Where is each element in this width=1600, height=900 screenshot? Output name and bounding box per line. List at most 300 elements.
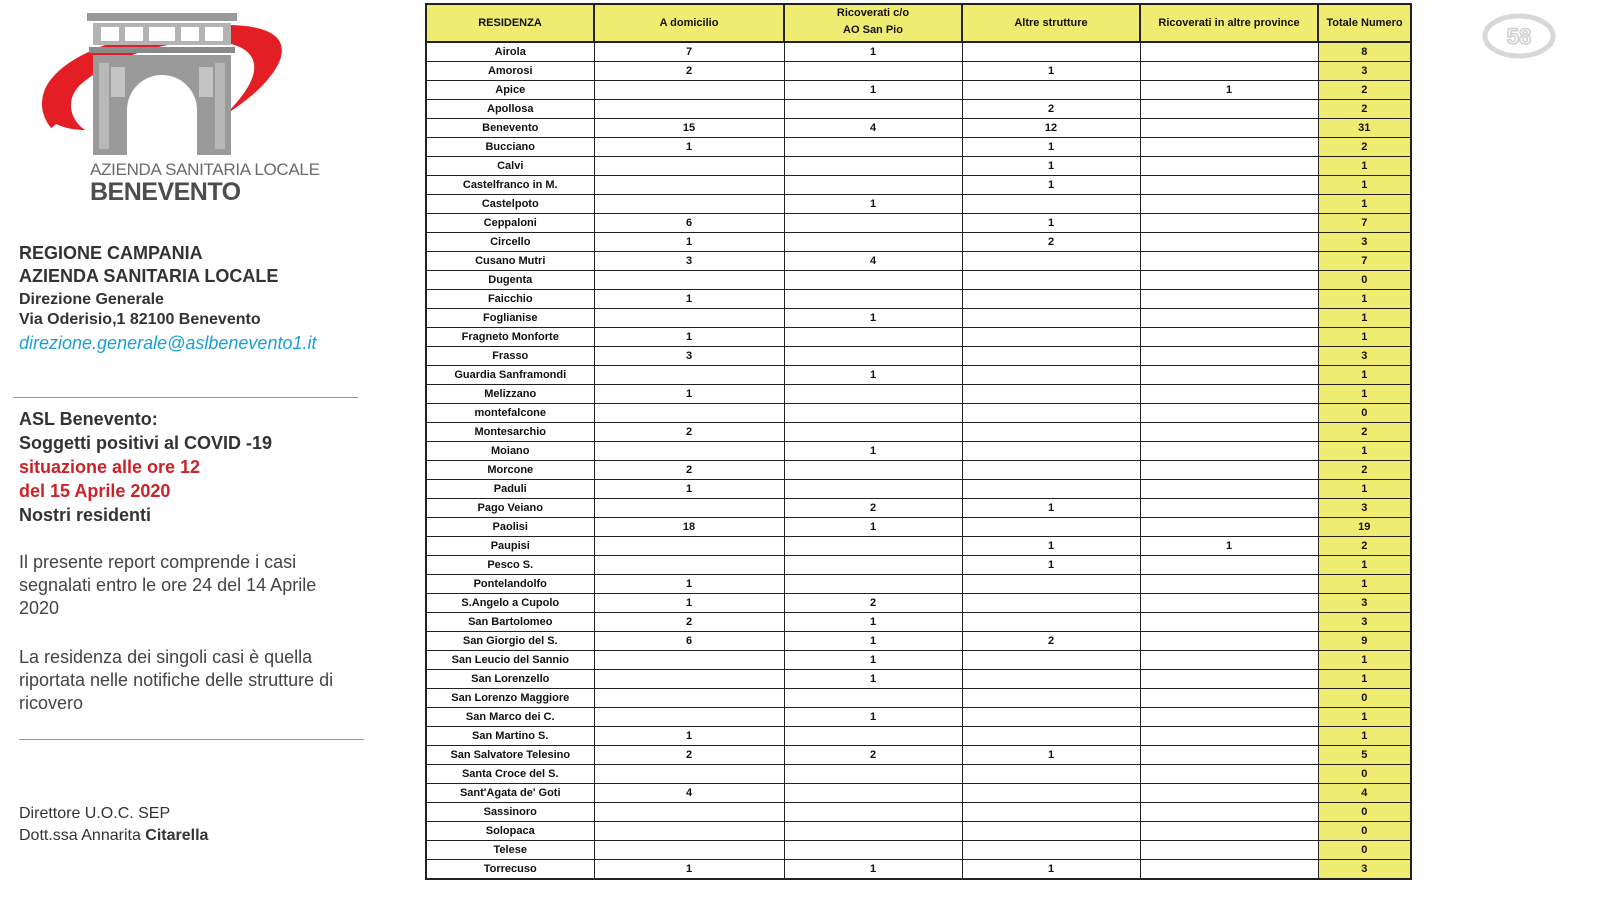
table-row bbox=[426, 252, 1411, 271]
residence-cell: Montesarchio bbox=[426, 423, 594, 442]
count-cell bbox=[594, 499, 784, 518]
table-row bbox=[426, 727, 1411, 746]
total-cell: 0 bbox=[1318, 689, 1411, 708]
covid-cases-table bbox=[425, 3, 1412, 880]
count-cell bbox=[1140, 62, 1318, 81]
count-cell: 1 bbox=[594, 328, 784, 347]
table-row bbox=[426, 746, 1411, 765]
residence-cell: montefalcone bbox=[426, 404, 594, 423]
total-cell: 0 bbox=[1318, 271, 1411, 290]
table-row bbox=[426, 518, 1411, 537]
table-row bbox=[426, 461, 1411, 480]
table-row bbox=[426, 385, 1411, 404]
residence-cell: Calvi bbox=[426, 157, 594, 176]
count-cell: 12 bbox=[962, 119, 1140, 138]
total-cell: 0 bbox=[1318, 803, 1411, 822]
column-header: Ricoverati in altre province bbox=[1140, 4, 1318, 42]
table-row bbox=[426, 271, 1411, 290]
residence-cell: San Bartolomeo bbox=[426, 613, 594, 632]
count-cell: 1 bbox=[594, 727, 784, 746]
count-cell bbox=[1140, 195, 1318, 214]
residence-cell: San Lorenzo Maggiore bbox=[426, 689, 594, 708]
logo-city-text: BENEVENTO bbox=[90, 178, 241, 206]
table-row bbox=[426, 157, 1411, 176]
count-cell bbox=[784, 214, 962, 233]
table-row bbox=[426, 822, 1411, 841]
count-cell bbox=[784, 689, 962, 708]
residence-cell: Pago Veiano bbox=[426, 499, 594, 518]
total-cell: 1 bbox=[1318, 556, 1411, 575]
count-cell bbox=[962, 290, 1140, 309]
count-cell: 2 bbox=[784, 746, 962, 765]
count-cell bbox=[1140, 461, 1318, 480]
count-cell bbox=[1140, 404, 1318, 423]
count-cell: 1 bbox=[784, 42, 962, 62]
count-cell bbox=[1140, 214, 1318, 233]
column-header: A domicilio bbox=[594, 4, 784, 42]
count-cell bbox=[1140, 119, 1318, 138]
count-cell bbox=[594, 651, 784, 670]
count-cell: 1 bbox=[784, 442, 962, 461]
count-cell bbox=[784, 290, 962, 309]
count-cell bbox=[784, 727, 962, 746]
total-cell: 1 bbox=[1318, 290, 1411, 309]
count-cell bbox=[784, 271, 962, 290]
table-row bbox=[426, 195, 1411, 214]
table-row bbox=[426, 347, 1411, 366]
count-cell bbox=[1140, 575, 1318, 594]
count-cell bbox=[1140, 784, 1318, 803]
count-cell bbox=[784, 480, 962, 499]
table-header-row bbox=[426, 4, 1411, 42]
count-cell: 1 bbox=[784, 632, 962, 651]
residence-cell: Bucciano bbox=[426, 138, 594, 157]
table-row bbox=[426, 670, 1411, 689]
total-cell: 1 bbox=[1318, 670, 1411, 689]
count-cell bbox=[594, 157, 784, 176]
count-cell bbox=[1140, 138, 1318, 157]
count-cell bbox=[1140, 176, 1318, 195]
table-row bbox=[426, 784, 1411, 803]
count-cell bbox=[962, 765, 1140, 784]
count-cell: 1 bbox=[1140, 537, 1318, 556]
count-cell bbox=[962, 252, 1140, 271]
residence-cell: Circello bbox=[426, 233, 594, 252]
region-title: REGIONE CAMPANIA bbox=[19, 243, 203, 263]
count-cell bbox=[1140, 385, 1318, 404]
total-cell: 3 bbox=[1318, 613, 1411, 632]
count-cell bbox=[594, 404, 784, 423]
count-cell bbox=[962, 271, 1140, 290]
total-cell: 0 bbox=[1318, 822, 1411, 841]
total-cell: 2 bbox=[1318, 423, 1411, 442]
count-cell: 1 bbox=[594, 290, 784, 309]
agency-title: AZIENDA SANITARIA LOCALE bbox=[19, 266, 279, 286]
count-cell: 1 bbox=[784, 860, 962, 880]
count-cell: 1 bbox=[594, 480, 784, 499]
count-cell bbox=[1140, 328, 1318, 347]
total-cell: 3 bbox=[1318, 499, 1411, 518]
report-note-2: La residenza dei singoli casi è quella riportata nelle notifiche delle strutture di ricovero bbox=[19, 647, 334, 713]
residence-cell: San Leucio del Sannio bbox=[426, 651, 594, 670]
count-cell bbox=[784, 176, 962, 195]
count-cell: 1 bbox=[962, 157, 1140, 176]
count-cell: 2 bbox=[962, 100, 1140, 119]
count-cell bbox=[1140, 157, 1318, 176]
total-cell: 1 bbox=[1318, 328, 1411, 347]
count-cell bbox=[962, 347, 1140, 366]
count-cell bbox=[594, 841, 784, 860]
report-title-1: ASL Benevento: bbox=[19, 409, 158, 429]
count-cell bbox=[594, 670, 784, 689]
residence-cell: Sassinoro bbox=[426, 803, 594, 822]
table-row bbox=[426, 537, 1411, 556]
count-cell: 1 bbox=[594, 233, 784, 252]
count-cell bbox=[1140, 727, 1318, 746]
total-cell: 3 bbox=[1318, 62, 1411, 81]
count-cell: 2 bbox=[594, 461, 784, 480]
count-cell bbox=[1140, 822, 1318, 841]
count-cell bbox=[1140, 480, 1318, 499]
count-cell bbox=[784, 385, 962, 404]
count-cell bbox=[1140, 594, 1318, 613]
count-cell bbox=[1140, 765, 1318, 784]
table-row bbox=[426, 841, 1411, 860]
total-cell: 7 bbox=[1318, 252, 1411, 271]
divider bbox=[13, 397, 358, 398]
count-cell bbox=[962, 803, 1140, 822]
table-row bbox=[426, 366, 1411, 385]
count-cell bbox=[1140, 518, 1318, 537]
count-cell bbox=[594, 689, 784, 708]
total-cell: 1 bbox=[1318, 366, 1411, 385]
count-cell bbox=[1140, 803, 1318, 822]
column-header: Ricoverati c/o AO San Pio bbox=[784, 4, 962, 42]
direction-text: Direzione Generale bbox=[19, 291, 164, 308]
count-cell: 1 bbox=[962, 138, 1140, 157]
count-cell: 2 bbox=[594, 746, 784, 765]
total-cell: 8 bbox=[1318, 42, 1411, 62]
count-cell: 2 bbox=[784, 499, 962, 518]
count-cell bbox=[1140, 689, 1318, 708]
count-cell bbox=[784, 347, 962, 366]
count-cell: 1 bbox=[784, 651, 962, 670]
total-cell: 1 bbox=[1318, 708, 1411, 727]
count-cell: 7 bbox=[594, 42, 784, 62]
count-cell bbox=[962, 404, 1140, 423]
report-title-2: Soggetti positivi al COVID -19 bbox=[19, 433, 273, 453]
count-cell bbox=[1140, 271, 1318, 290]
channel-58-badge bbox=[1482, 13, 1556, 59]
count-cell: 1 bbox=[594, 385, 784, 404]
residence-cell: Amorosi bbox=[426, 62, 594, 81]
count-cell: 2 bbox=[962, 233, 1140, 252]
count-cell bbox=[784, 423, 962, 442]
table-row bbox=[426, 765, 1411, 784]
residence-cell: Torrecuso bbox=[426, 860, 594, 880]
residence-cell: Paduli bbox=[426, 480, 594, 499]
residence-cell: Faicchio bbox=[426, 290, 594, 309]
count-cell: 1 bbox=[962, 746, 1140, 765]
count-cell bbox=[1140, 499, 1318, 518]
count-cell bbox=[784, 803, 962, 822]
count-cell bbox=[594, 366, 784, 385]
table-row bbox=[426, 803, 1411, 822]
count-cell bbox=[962, 328, 1140, 347]
count-cell bbox=[962, 423, 1140, 442]
table-row bbox=[426, 138, 1411, 157]
residence-cell: Airola bbox=[426, 42, 594, 62]
residence-cell: Benevento bbox=[426, 119, 594, 138]
count-cell bbox=[962, 689, 1140, 708]
residence-cell: San Salvatore Telesino bbox=[426, 746, 594, 765]
table-row bbox=[426, 860, 1411, 880]
total-cell: 2 bbox=[1318, 461, 1411, 480]
report-date-2: del 15 Aprile 2020 bbox=[19, 481, 171, 501]
table-row bbox=[426, 328, 1411, 347]
count-cell: 1 bbox=[594, 860, 784, 880]
signature-prefix: Dott.ssa Annarita bbox=[19, 827, 141, 844]
total-cell: 0 bbox=[1318, 841, 1411, 860]
residence-cell: Morcone bbox=[426, 461, 594, 480]
count-cell bbox=[962, 81, 1140, 100]
count-cell bbox=[594, 708, 784, 727]
count-cell bbox=[1140, 651, 1318, 670]
table-row bbox=[426, 404, 1411, 423]
address-text: Via Oderisio,1 82100 Benevento bbox=[19, 311, 261, 328]
residence-cell: Paupisi bbox=[426, 537, 594, 556]
count-cell bbox=[1140, 42, 1318, 62]
total-cell: 7 bbox=[1318, 214, 1411, 233]
residence-cell: Solopaca bbox=[426, 822, 594, 841]
count-cell bbox=[962, 841, 1140, 860]
count-cell: 1 bbox=[784, 518, 962, 537]
count-cell bbox=[962, 518, 1140, 537]
count-cell: 2 bbox=[594, 613, 784, 632]
email-link[interactable]: direzione.generale@aslbenevento1.it bbox=[19, 333, 317, 353]
total-cell: 4 bbox=[1318, 784, 1411, 803]
table-row bbox=[426, 480, 1411, 499]
count-cell bbox=[962, 42, 1140, 62]
table-row bbox=[426, 442, 1411, 461]
total-cell: 1 bbox=[1318, 385, 1411, 404]
total-cell: 3 bbox=[1318, 233, 1411, 252]
count-cell: 1 bbox=[784, 708, 962, 727]
table-row bbox=[426, 119, 1411, 138]
count-cell: 1 bbox=[962, 537, 1140, 556]
count-cell: 18 bbox=[594, 518, 784, 537]
residence-cell: Castelfranco in M. bbox=[426, 176, 594, 195]
count-cell bbox=[962, 784, 1140, 803]
residence-cell: Moiano bbox=[426, 442, 594, 461]
table-row bbox=[426, 233, 1411, 252]
residence-cell: San Lorenzello bbox=[426, 670, 594, 689]
count-cell bbox=[962, 727, 1140, 746]
count-cell bbox=[594, 100, 784, 119]
count-cell bbox=[784, 62, 962, 81]
count-cell bbox=[784, 233, 962, 252]
count-cell bbox=[784, 822, 962, 841]
count-cell: 6 bbox=[594, 632, 784, 651]
signature-name bbox=[19, 825, 208, 847]
total-cell: 1 bbox=[1318, 442, 1411, 461]
count-cell bbox=[1140, 860, 1318, 880]
count-cell bbox=[1140, 442, 1318, 461]
count-cell: 1 bbox=[784, 195, 962, 214]
signature-surname: Citarella bbox=[145, 827, 209, 844]
count-cell: 1 bbox=[962, 499, 1140, 518]
table-row bbox=[426, 100, 1411, 119]
count-cell bbox=[594, 271, 784, 290]
table-row bbox=[426, 632, 1411, 651]
total-cell: 0 bbox=[1318, 765, 1411, 784]
report-title-3: Nostri residenti bbox=[19, 505, 152, 525]
count-cell bbox=[962, 708, 1140, 727]
residence-cell: Apice bbox=[426, 81, 594, 100]
count-cell bbox=[962, 613, 1140, 632]
total-cell: 3 bbox=[1318, 347, 1411, 366]
table-row bbox=[426, 613, 1411, 632]
residence-cell: Telese bbox=[426, 841, 594, 860]
residence-cell: San Martino S. bbox=[426, 727, 594, 746]
count-cell bbox=[962, 442, 1140, 461]
residence-cell: Castelpoto bbox=[426, 195, 594, 214]
count-cell bbox=[1140, 423, 1318, 442]
count-cell: 1 bbox=[962, 556, 1140, 575]
count-cell: 1 bbox=[594, 138, 784, 157]
column-header: Altre strutture bbox=[962, 4, 1140, 42]
count-cell: 4 bbox=[784, 252, 962, 271]
count-cell: 1 bbox=[784, 309, 962, 328]
count-cell bbox=[962, 822, 1140, 841]
total-cell: 1 bbox=[1318, 651, 1411, 670]
column-header: RESIDENZA bbox=[426, 4, 594, 42]
count-cell bbox=[1140, 309, 1318, 328]
count-cell: 1 bbox=[784, 366, 962, 385]
total-cell: 1 bbox=[1318, 575, 1411, 594]
count-cell bbox=[1140, 252, 1318, 271]
residence-cell: S.Angelo a Cupolo bbox=[426, 594, 594, 613]
count-cell: 2 bbox=[594, 62, 784, 81]
total-cell: 9 bbox=[1318, 632, 1411, 651]
table-row bbox=[426, 594, 1411, 613]
total-cell: 1 bbox=[1318, 309, 1411, 328]
table-row bbox=[426, 556, 1411, 575]
count-cell: 1 bbox=[784, 613, 962, 632]
table-row bbox=[426, 423, 1411, 442]
total-cell: 2 bbox=[1318, 138, 1411, 157]
table-row bbox=[426, 290, 1411, 309]
count-cell: 1 bbox=[594, 594, 784, 613]
count-cell bbox=[594, 556, 784, 575]
residence-cell: Apollosa bbox=[426, 100, 594, 119]
count-cell: 3 bbox=[594, 347, 784, 366]
count-cell bbox=[962, 594, 1140, 613]
count-cell bbox=[784, 138, 962, 157]
total-cell: 19 bbox=[1318, 518, 1411, 537]
total-cell: 2 bbox=[1318, 537, 1411, 556]
table-body bbox=[426, 42, 1411, 879]
count-cell bbox=[962, 309, 1140, 328]
count-cell bbox=[784, 537, 962, 556]
table-row bbox=[426, 81, 1411, 100]
count-cell bbox=[1140, 841, 1318, 860]
info-panel bbox=[0, 0, 380, 900]
count-cell bbox=[784, 328, 962, 347]
count-cell bbox=[1140, 347, 1318, 366]
count-cell: 2 bbox=[594, 423, 784, 442]
count-cell: 3 bbox=[594, 252, 784, 271]
total-cell: 5 bbox=[1318, 746, 1411, 765]
count-cell: 1 bbox=[962, 214, 1140, 233]
count-cell bbox=[594, 81, 784, 100]
total-cell: 3 bbox=[1318, 860, 1411, 880]
table-row bbox=[426, 42, 1411, 62]
table-row bbox=[426, 689, 1411, 708]
table-row bbox=[426, 708, 1411, 727]
residence-cell: Pesco S. bbox=[426, 556, 594, 575]
total-cell: 2 bbox=[1318, 81, 1411, 100]
count-cell bbox=[594, 442, 784, 461]
residence-cell: Sant'Agata de' Goti bbox=[426, 784, 594, 803]
count-cell bbox=[784, 575, 962, 594]
count-cell bbox=[784, 556, 962, 575]
total-cell: 31 bbox=[1318, 119, 1411, 138]
table-row bbox=[426, 214, 1411, 233]
count-cell: 4 bbox=[784, 119, 962, 138]
count-cell bbox=[962, 385, 1140, 404]
table-row bbox=[426, 62, 1411, 81]
residence-cell: Fragneto Monforte bbox=[426, 328, 594, 347]
count-cell bbox=[594, 309, 784, 328]
count-cell bbox=[1140, 366, 1318, 385]
residence-cell: Santa Croce del S. bbox=[426, 765, 594, 784]
total-cell: 1 bbox=[1318, 157, 1411, 176]
total-cell: 1 bbox=[1318, 727, 1411, 746]
count-cell: 1 bbox=[1140, 81, 1318, 100]
count-cell: 1 bbox=[784, 81, 962, 100]
residence-cell: Pontelandolfo bbox=[426, 575, 594, 594]
count-cell bbox=[784, 841, 962, 860]
total-cell: 3 bbox=[1318, 594, 1411, 613]
count-cell: 1 bbox=[784, 670, 962, 689]
count-cell bbox=[594, 765, 784, 784]
signature-role: Direttore U.O.C. SEP bbox=[19, 805, 171, 822]
count-cell bbox=[594, 822, 784, 841]
total-cell: 1 bbox=[1318, 195, 1411, 214]
count-cell bbox=[784, 765, 962, 784]
residence-cell: Foglianise bbox=[426, 309, 594, 328]
count-cell bbox=[594, 803, 784, 822]
count-cell: 2 bbox=[962, 632, 1140, 651]
table-row bbox=[426, 176, 1411, 195]
count-cell bbox=[784, 157, 962, 176]
total-cell: 1 bbox=[1318, 480, 1411, 499]
count-cell bbox=[1140, 233, 1318, 252]
total-cell: 0 bbox=[1318, 404, 1411, 423]
column-header: Totale Numero bbox=[1318, 4, 1411, 42]
count-cell bbox=[962, 195, 1140, 214]
table-row bbox=[426, 651, 1411, 670]
count-cell bbox=[594, 176, 784, 195]
count-cell: 1 bbox=[962, 176, 1140, 195]
count-cell bbox=[1140, 100, 1318, 119]
count-cell bbox=[962, 670, 1140, 689]
count-cell bbox=[784, 404, 962, 423]
residence-cell: Melizzano bbox=[426, 385, 594, 404]
count-cell bbox=[1140, 290, 1318, 309]
badge-text: 58 bbox=[1506, 24, 1532, 49]
